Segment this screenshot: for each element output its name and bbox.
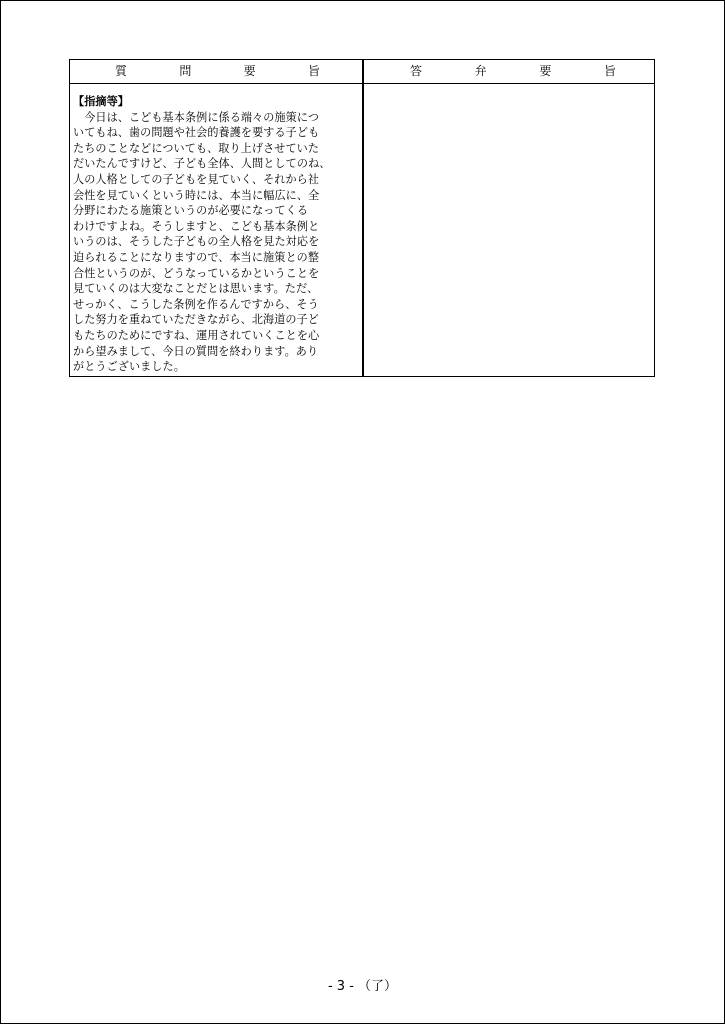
header-char: 旨 [603,64,616,78]
text-line: 見ていくのは大変なことだとは思います。ただ、 [73,282,319,296]
text-line: 分野にわたる施策というのが必要になってくる [73,204,309,218]
text-line: 迫られることになりますので、本当に施策との整 [73,250,320,264]
column-divider [362,60,364,376]
text-line: もたちのためにですね、運用されていくことを心 [73,328,320,342]
header-char: 旨 [307,64,320,78]
header-char: 弁 [474,64,487,78]
question-summary-cell [73,94,361,375]
text-line: した努力を重ねていただきながら、北海道の子ど [73,313,319,327]
text-line: 今日は、こども基本条例に係る端々の施策につ [73,110,320,124]
text-line: たちのことなどについても、取り上げさせていた [73,141,320,155]
text-line: 合性というのが、どうなっているかということを [73,266,320,280]
answer-summary-header [410,60,616,82]
text-line: だいたんですけど、子ども全体、人間としてのね、 [73,157,331,171]
text-line: せっかく、こうした条例を作るんですから、そう [73,297,319,311]
header-char: 質 [115,64,128,78]
header-char: 答 [410,64,423,78]
text-line: いてもね、歯の問題や社会的養護を要する子ども [73,126,320,140]
text-line: いうのは、そうした子どもの全人格を見た対応を [73,235,320,249]
qa-table [69,59,655,377]
text-line: 会性を見ていくという時には、本当に幅広に、全 [73,188,320,202]
text-line: がとうございました。 [73,360,185,374]
page-number: - 3 - （了） [327,979,398,994]
text-line: 人の人格としての子どもを見ていく、それから社 [73,172,320,186]
header-char: 問 [179,64,192,78]
text-line: わけですよね。そうしますと、こども基本条例と [73,219,320,233]
header-char: 要 [243,64,256,78]
section-heading: 【指摘等】 [73,95,129,108]
question-summary-header [115,60,320,82]
table-header-row [70,60,654,84]
header-char: 要 [539,64,552,78]
text-line: から望みまして、今日の質問を終わります。あり [73,344,319,358]
